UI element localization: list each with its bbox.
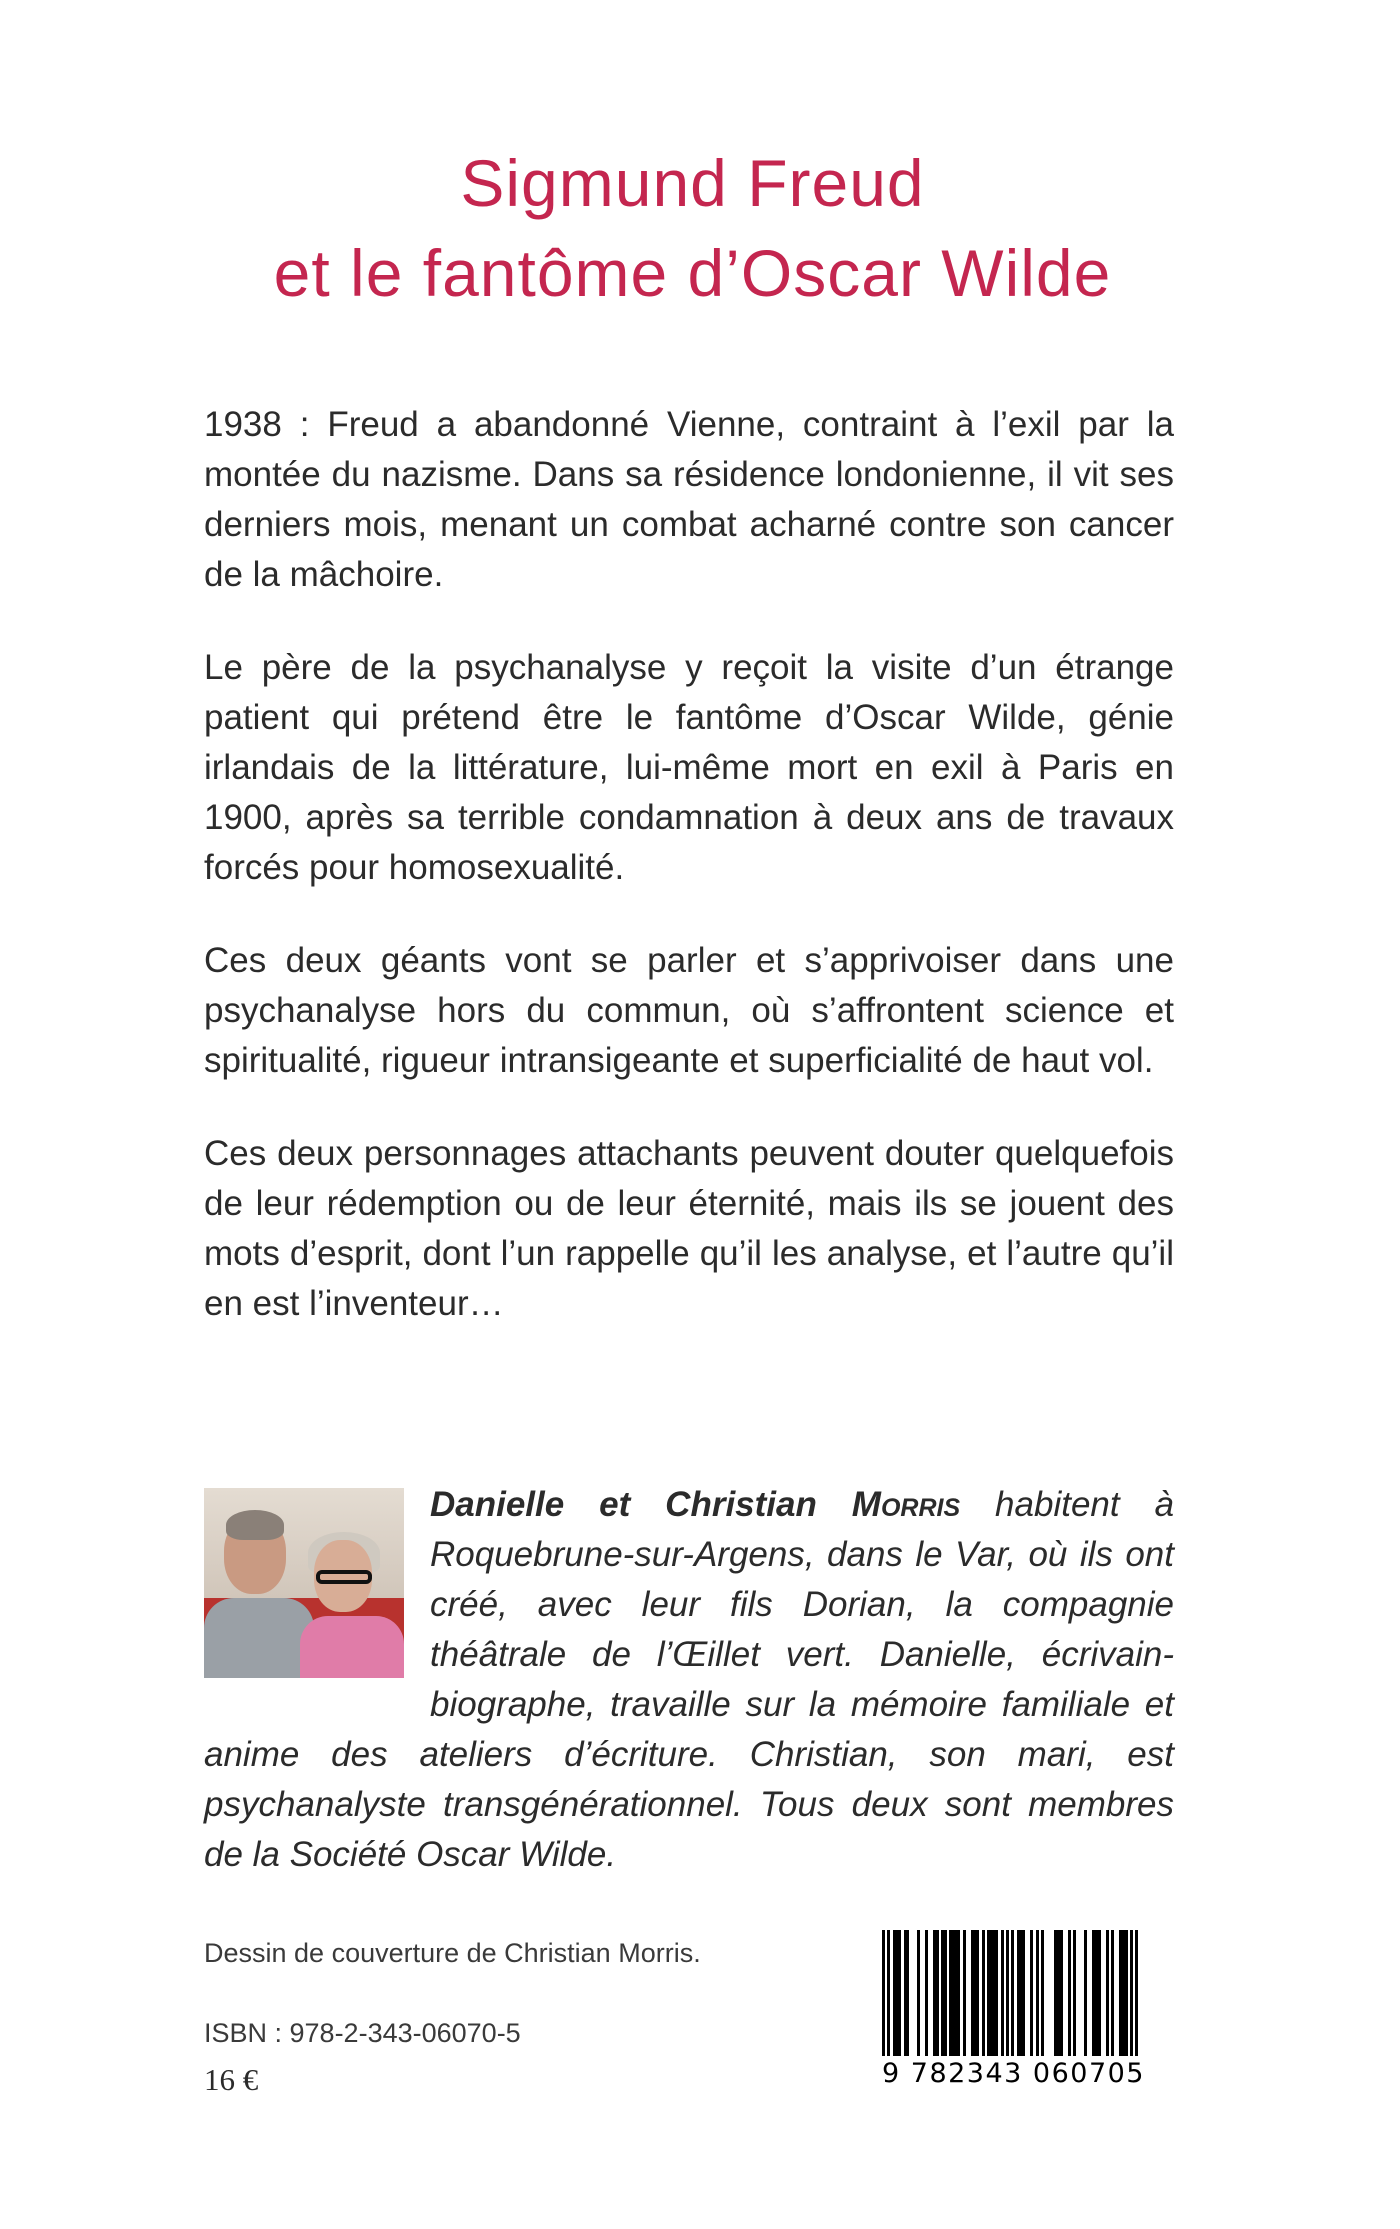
title-line-1: Sigmund Freud xyxy=(460,146,925,220)
barcode-bar xyxy=(944,1930,947,2056)
barcode-bar xyxy=(1030,1930,1033,2056)
barcode-bar xyxy=(1001,1930,1004,2056)
author-bio-text: habitent à Roquebrune-sur-Argens, dans le Var, où ils ont créé, avec leur fils Dorian, la compagnie théâtrale de l’Œillet vert. Danielle, écrivain-biographe, travaille sur la mémoire familiale et anime des ateliers d’écriture. Christian, son mari, est psychanalyste transgénérationnel. Tous deux sont membres de la Société Oscar Wilde. xyxy=(204,1485,1174,1874)
barcode-bar xyxy=(887,1930,890,2056)
barcode-bars xyxy=(882,1930,1138,2056)
barcode-bar xyxy=(1060,1930,1063,2056)
barcode-bar xyxy=(1135,1930,1138,2056)
barcode-bar xyxy=(1111,1930,1114,2056)
price: 16 € xyxy=(204,2062,259,2097)
barcode-bar xyxy=(1041,1930,1044,2056)
barcode-bar xyxy=(917,1930,920,2056)
barcode-bar xyxy=(982,1930,985,2056)
barcode-bar xyxy=(1098,1930,1101,2056)
barcode-bar xyxy=(1084,1930,1087,2056)
barcode-bar xyxy=(976,1930,979,2056)
barcode-bar xyxy=(1022,1930,1025,2056)
barcode-bar xyxy=(1125,1930,1128,2056)
barcode-bar xyxy=(898,1930,901,2056)
summary-paragraph-2: Le père de la psychanalyse y reçoit la visite d’un étrange patient qui prétend être le fantôme d’Oscar Wilde, génie irlandais de la littérature, lui-même mort en exil à Paris en 1900, après sa terrible condamnation à deux ans de travaux forcés pour homosexualité. xyxy=(204,648,1174,887)
summary xyxy=(204,400,1174,1372)
author-last-name: Morris xyxy=(851,1485,961,1524)
barcode-bar xyxy=(1068,1930,1071,2056)
barcode-bar xyxy=(995,1930,998,2056)
author-first-names: Danielle et Christian xyxy=(430,1485,852,1524)
barcode-bar xyxy=(925,1930,928,2056)
summary-paragraph-3: Ces deux géants vont se parler et s’apprivoiser dans une psychanalyse hors du commun, où s’affrontent science et spiritualité, rigueur intransigeante et superficialité de haut vol. xyxy=(204,941,1174,1080)
cover-credit: Dessin de couverture de Christian Morris. xyxy=(204,1938,701,1968)
barcode-bar xyxy=(882,1930,885,2056)
barcode-bar xyxy=(936,1930,939,2056)
isbn: ISBN : 978-2-343-06070-5 xyxy=(204,2018,521,2048)
author-name xyxy=(430,1485,960,1524)
barcode-bar xyxy=(1006,1930,1009,2056)
barcode-bar xyxy=(957,1930,960,2056)
barcode-bar xyxy=(1073,1930,1076,2056)
author-bio xyxy=(204,1480,1174,1880)
barcode-bar xyxy=(1011,1930,1014,2056)
barcode-bar xyxy=(963,1930,966,2056)
summary-paragraph-1: 1938 : Freud a abandonné Vienne, contraint à l’exil par la montée du nazisme. Dans sa résidence londonienne, il vit ses derniers mois, menant un combat acharné contre son cancer de la mâchoire. xyxy=(204,405,1174,594)
title-line-2: et le fantôme d’Oscar Wilde xyxy=(273,236,1112,310)
barcode-bar xyxy=(1130,1930,1133,2056)
barcode xyxy=(882,1930,1145,2100)
barcode-bar xyxy=(1106,1930,1109,2056)
barcode-bar xyxy=(906,1930,909,2056)
barcode-digits: 9 782343 060705 xyxy=(882,2058,1145,2089)
book-title xyxy=(0,138,1385,318)
barcode-bar xyxy=(1036,1930,1039,2056)
author-photo xyxy=(204,1488,404,1678)
summary-paragraph-4: Ces deux personnages attachants peuvent douter quelquefois de leur rédemption ou de leur éternité, mais ils se jouent des mots d’esprit, dont l’un rappelle qu’il les analyse, et l’autre qu’il en est l’inventeur… xyxy=(204,1134,1174,1323)
